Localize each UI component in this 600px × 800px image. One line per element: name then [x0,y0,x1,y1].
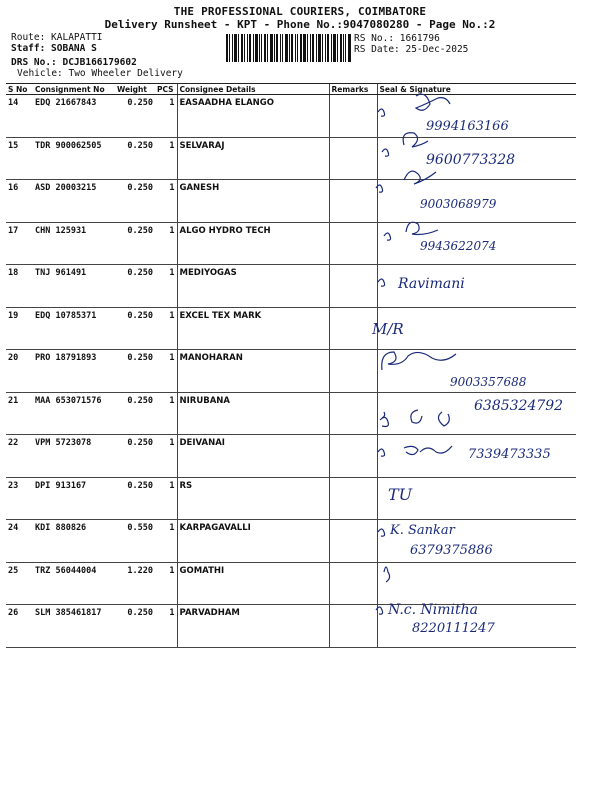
cell-consignment-no: DPI 913167 [33,477,115,520]
cell-weight: 0.250 [115,392,155,435]
rs-number: RS No.: 1661796 [354,33,440,44]
cell-weight: 0.250 [115,222,155,265]
cell-sno: 26 [6,605,33,648]
handwritten-phone-17: 9943622074 [420,239,497,253]
company-title: THE PROFESSIONAL COURIERS, COIMBATORE [173,5,427,18]
cell-sno: 15 [6,137,33,180]
cell-consignee: RS [177,477,329,520]
cell-consignment-no: TDR 900062505 [33,137,115,180]
cell-remarks [329,605,377,648]
cell-remarks [329,350,377,393]
table-row [6,265,576,308]
col-remarks: Remarks [329,84,377,95]
col-sno: S No [6,84,33,95]
col-consignee: Consignee Details [177,84,329,95]
handwritten-phone-20: 9003357688 [450,375,527,389]
cell-seal-signature [377,477,576,520]
handwritten-name-24: K. Sankar [390,523,455,538]
route-label: Route: KALAPATTI [11,32,103,43]
cell-pcs: 1 [155,95,177,138]
cell-seal-signature [377,222,576,265]
cell-sno: 19 [6,307,33,350]
cell-consignment-no: TRZ 56044004 [33,562,115,605]
handwritten-phone-15: 9600773328 [426,152,516,168]
cell-seal-signature [377,307,576,350]
cell-consignment-no: SLM 385461817 [33,605,115,648]
cell-sno: 17 [6,222,33,265]
cell-seal-signature [377,265,576,308]
cell-remarks [329,222,377,265]
cell-consignment-no: ASD 20003215 [33,180,115,223]
cell-weight: 0.250 [115,435,155,478]
cell-weight: 0.250 [115,265,155,308]
cell-sno: 24 [6,520,33,563]
cell-remarks [329,180,377,223]
cell-consignee: KARPAGAVALLI [177,520,329,563]
cell-remarks [329,265,377,308]
table-row [6,520,576,563]
cell-consignee: SELVARAJ [177,137,329,180]
cell-consignee: ALGO HYDRO TECH [177,222,329,265]
cell-remarks [329,520,377,563]
cell-remarks [329,562,377,605]
col-consignment: Consignment No [33,84,115,95]
cell-remarks [329,435,377,478]
cell-consignee: PARVADHAM [177,605,329,648]
cell-consignee: DEIVANAI [177,435,329,478]
cell-sno: 16 [6,180,33,223]
handwritten-phone-16: 9003068979 [420,197,497,211]
cell-remarks [329,307,377,350]
cell-seal-signature [377,520,576,563]
cell-sno: 21 [6,392,33,435]
table-row [6,222,576,265]
table-row [6,477,576,520]
cell-pcs: 1 [155,562,177,605]
cell-weight: 0.550 [115,520,155,563]
handwritten-mark-23: TU [388,485,413,504]
table-row [6,137,576,180]
cell-seal-signature [377,95,576,138]
handwritten-phone-24: 6379375886 [410,543,493,558]
cell-consignment-no: PRO 18791893 [33,350,115,393]
cell-consignment-no: MAA 653071576 [33,392,115,435]
cell-consignment-no: CHN 125931 [33,222,115,265]
table-row [6,435,576,478]
cell-pcs: 1 [155,180,177,223]
cell-weight: 0.250 [115,307,155,350]
cell-sno: 14 [6,95,33,138]
rs-date: RS Date: 25-Dec-2025 [354,44,469,55]
drs-number: DRS No.: DCJB166179602 [11,57,137,68]
table-row [6,180,576,223]
table-header-row [6,84,576,95]
cell-weight: 0.250 [115,605,155,648]
table-row [6,392,576,435]
vehicle-label: Vehicle: Two Wheeler Delivery [17,68,183,79]
cell-pcs: 1 [155,222,177,265]
rs-info [354,33,468,55]
cell-consignee: EASAADHA ELANGO [177,95,329,138]
table-row [6,95,576,138]
cell-seal-signature [377,137,576,180]
cell-pcs: 1 [155,392,177,435]
handwritten-name-18: Ravimani [398,276,465,292]
cell-seal-signature [377,350,576,393]
cell-remarks [329,392,377,435]
cell-consignment-no: VPM 5723078 [33,435,115,478]
cell-pcs: 1 [155,265,177,308]
col-pcs: PCS [155,84,177,95]
cell-pcs: 1 [155,520,177,563]
cell-consignment-no: KDI 880826 [33,520,115,563]
cell-consignment-no: EDQ 10785371 [33,307,115,350]
cell-pcs: 1 [155,605,177,648]
runsheet-table [6,83,576,648]
cell-remarks [329,137,377,180]
cell-weight: 0.250 [115,180,155,223]
barcode-image [226,34,351,62]
handwritten-phone-14: 9994163166 [426,119,509,134]
cell-sno: 20 [6,350,33,393]
cell-remarks [329,95,377,138]
cell-seal-signature [377,180,576,223]
cell-weight: 1.220 [115,562,155,605]
cell-remarks [329,477,377,520]
cell-consignee: GOMATHI [177,562,329,605]
cell-weight: 0.250 [115,350,155,393]
handwritten-phone-21: 6385324792 [474,398,564,414]
cell-seal-signature [377,562,576,605]
staff-label: Staff: SOBANA S [11,43,97,54]
cell-pcs: 1 [155,477,177,520]
runsheet-title: Delivery Runsheet - KPT - Phone No.:9047080280 - Page No.:2 [104,18,496,31]
cell-seal-signature [377,392,576,435]
table-row [6,307,576,350]
cell-pcs: 1 [155,350,177,393]
table-row [6,350,576,393]
cell-sno: 23 [6,477,33,520]
handwritten-mark-19: M/R [372,320,404,338]
cell-consignee: MANOHARAN [177,350,329,393]
cell-weight: 0.250 [115,95,155,138]
cell-consignee: EXCEL TEX MARK [177,307,329,350]
cell-consignee: NIRUBANA [177,392,329,435]
cell-pcs: 1 [155,307,177,350]
cell-sno: 22 [6,435,33,478]
cell-consignment-no: EDQ 21667843 [33,95,115,138]
handwritten-phone-22: 7339473335 [468,447,551,462]
cell-consignee: MEDIYOGAS [177,265,329,308]
handwritten-phone-26: 8220111247 [412,621,495,636]
col-weight: Weight [115,84,155,95]
cell-consignee: GANESH [177,180,329,223]
cell-pcs: 1 [155,435,177,478]
col-seal: Seal & Signature [377,84,576,95]
cell-consignment-no: TNJ 961491 [33,265,115,308]
cell-seal-signature [377,435,576,478]
cell-sno: 18 [6,265,33,308]
handwritten-name-26: N.c. Nimitha [388,602,479,618]
table-row [6,605,576,648]
cell-weight: 0.250 [115,137,155,180]
cell-seal-signature [377,605,576,648]
table-row [6,562,576,605]
cell-weight: 0.250 [115,477,155,520]
cell-pcs: 1 [155,137,177,180]
cell-sno: 25 [6,562,33,605]
